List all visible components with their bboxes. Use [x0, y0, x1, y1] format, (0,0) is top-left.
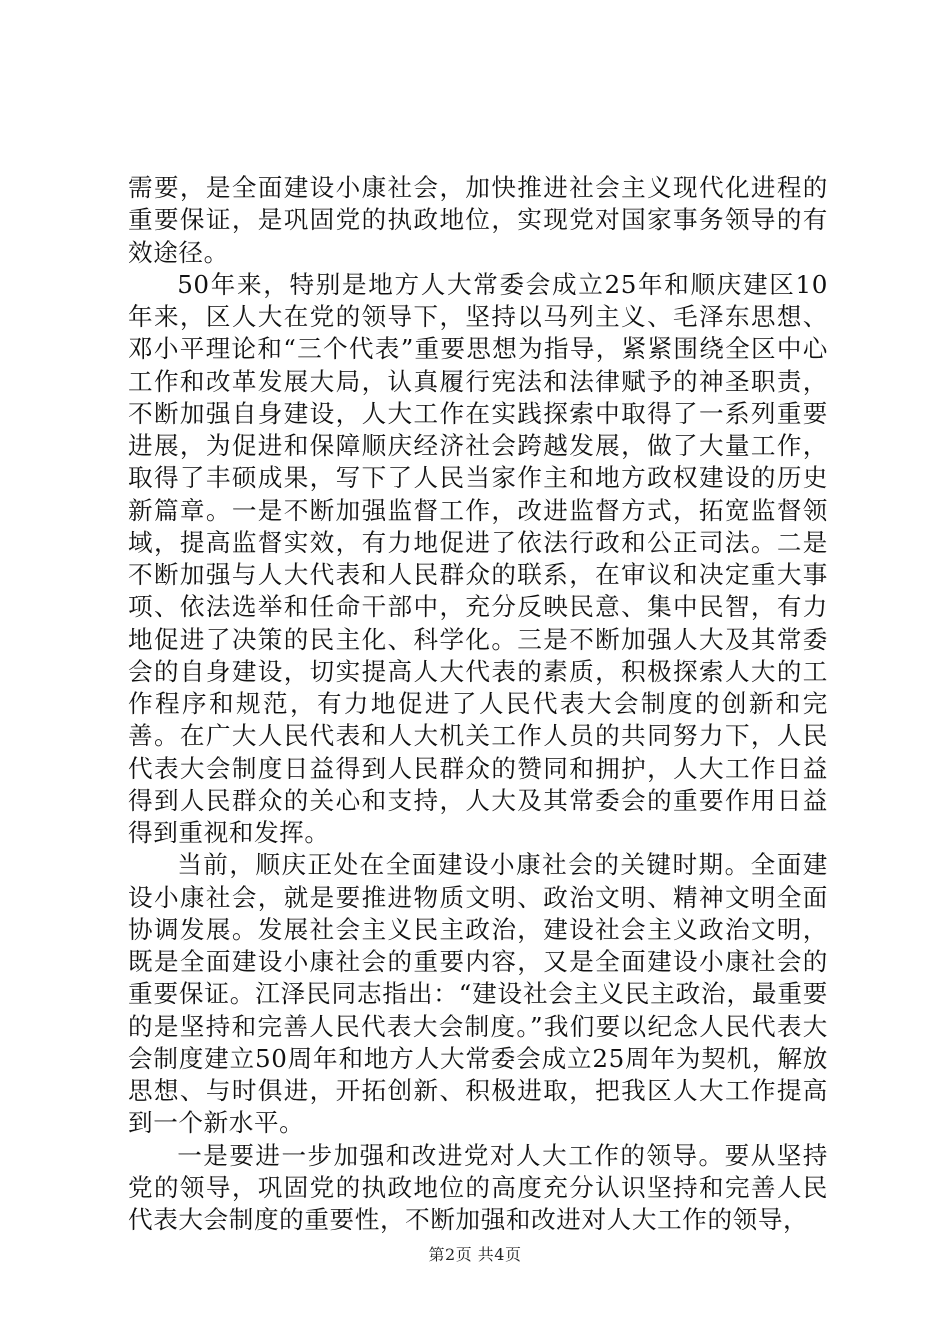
paragraph-current-situation: 当前，顺庆正处在全面建设小康社会的关键时期。全面建设小康社会，就是要推进物质文明、政治文明、精神文明全面协调发展。发展社会主义民主政治，建设社会主义政治文明，既是全面建设小康社会的重要内容，又是全面建设小康社会的重要保证。江泽民同志指出：“建设社会主义民主政治，最重要的是坚持和完善人民代表大会制度。”我们要以纪念人民代表大会制度建立50周年和地方人大常委会成立25周年为契机，解放思想、与时俱进，开拓创新、积极进取，把我区人大工作提高到一个新水平。 — [128, 850, 828, 1138]
paragraph-continuation: 需要，是全面建设小康社会，加快推进社会主义现代化进程的重要保证，是巩固党的执政地位，实现党对国家事务领导的有效途径。 — [128, 173, 828, 267]
document-body — [128, 172, 828, 1236]
paragraph-achievements: 50年来，特别是地方人大常委会成立25年和顺庆建区10年来，区人大在党的领导下，坚持以马列主义、毛泽东思想、邓小平理论和“三个代表”重要思想为指导，紧紧围绕全区中心工作和改革发展大局，认真履行宪法和法律赋予的神圣职责，不断加强自身建设，人大工作在实践探索中取得了一系列重要进展，为促进和保障顺庆经济社会跨越发展，做了大量工作，取得了丰硕成果，写下了人民当家作主和地方政权建设的历史新篇章。一是不断加强监督工作，改进监督方式，拓宽监督领域，提高监督实效，有力地促进了依法行政和公正司法。二是不断加强与人大代表和人民群众的联系，在审议和决定重大事项、依法选举和任命干部中，充分反映民意、集中民智，有力地促进了决策的民主化、科学化。三是不断加强人大及其常委会的自身建设，切实提高人大代表的素质，积极探索人大的工作程序和规范，有力地促进了人民代表大会制度的创新和完善。在广大人民代表和人大机关工作人员的共同努力下，人民代表大会制度日益得到人民群众的赞同和拥护，人大工作日益得到人民群众的关心和支持，人大及其常委会的重要作用日益得到重视和发挥。 — [128, 269, 828, 847]
paragraph-party-leadership: 一是要进一步加强和改进党对人大工作的领导。要从坚持党的领导，巩固党的执政地位的高度充分认识坚持和完善人民代表大会制度的重要性，不断加强和改进对人大工作的领导， — [128, 1140, 828, 1234]
page-number-footer: 第2页 共4页 — [428, 1245, 522, 1264]
